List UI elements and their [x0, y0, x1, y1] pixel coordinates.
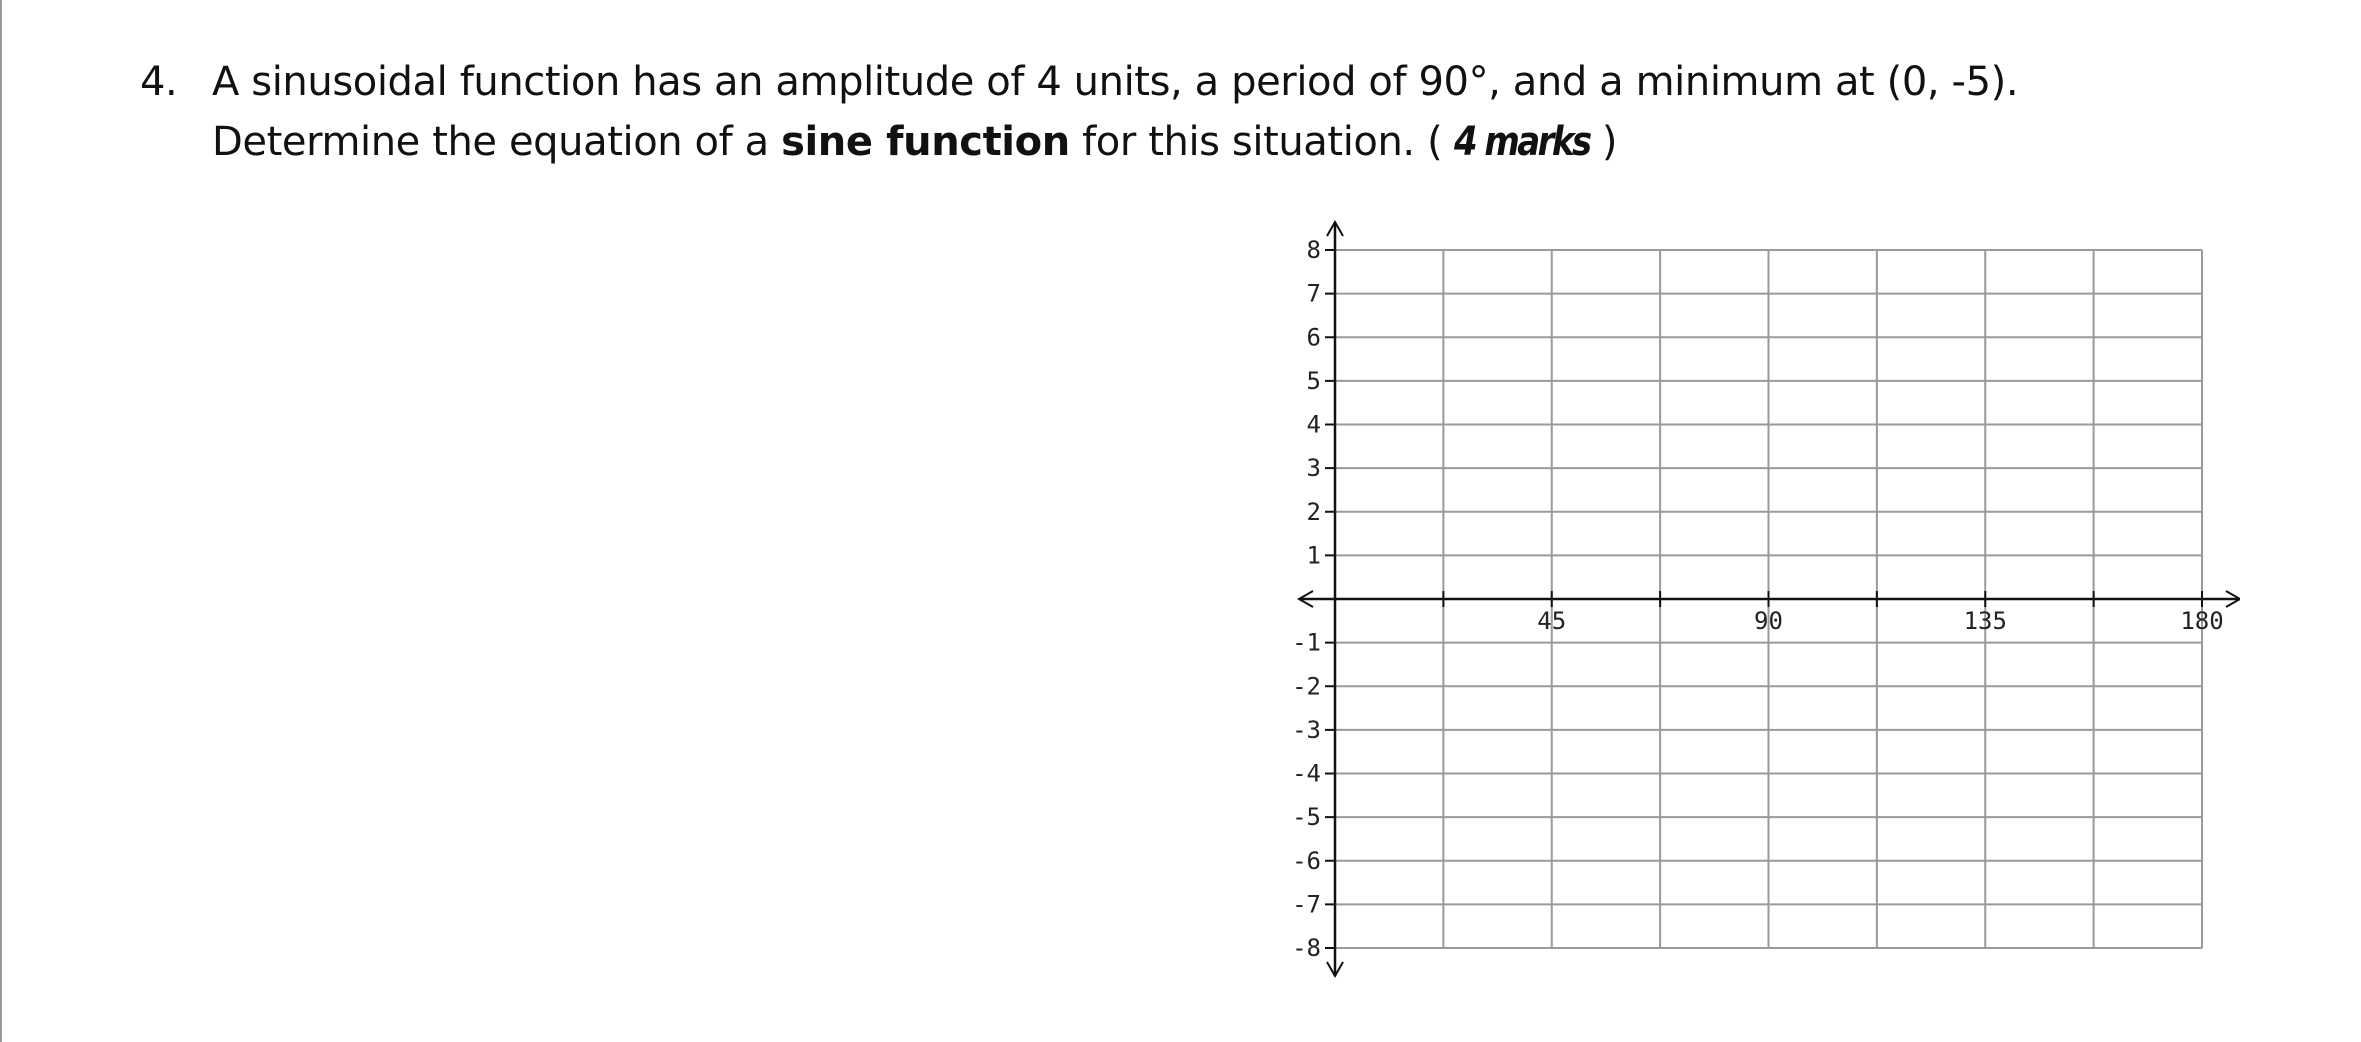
- y-tick-label: 5: [1306, 366, 1321, 395]
- y-tick-label: 3: [1306, 454, 1321, 483]
- y-tick-label: -3: [1292, 715, 1321, 744]
- marks-scribble: 4 marks: [1454, 119, 1590, 165]
- page-border: [0, 0, 2, 1042]
- sine-function-bold: sine function: [781, 119, 1070, 165]
- x-tick-label: 180: [2180, 607, 2224, 635]
- y-tick-label: 2: [1306, 497, 1321, 526]
- y-tick-label: 8: [1306, 236, 1321, 264]
- question-text-before: Determine the equation of a: [212, 119, 782, 165]
- question-line-1: [140, 52, 2018, 112]
- question-text-after: for this situation. (: [1069, 119, 1443, 165]
- question-text-end: ): [1601, 119, 1618, 165]
- y-tick-label: -2: [1292, 672, 1321, 701]
- grid-svg: [1280, 215, 2240, 990]
- y-tick-label: 1: [1306, 541, 1321, 570]
- question-line-2: [140, 112, 2018, 172]
- y-tick-label: -6: [1292, 846, 1321, 875]
- x-tick-label: 45: [1537, 607, 1567, 635]
- y-tick-label: -8: [1292, 934, 1321, 962]
- y-tick-label: -7: [1292, 890, 1321, 919]
- x-tick-label: 135: [1963, 607, 2007, 635]
- question-4: [140, 52, 2018, 172]
- answer-grid: [1280, 215, 2240, 990]
- question-number: 4.: [140, 59, 178, 105]
- x-tick-label: 90: [1754, 607, 1783, 635]
- y-tick-label: -4: [1292, 759, 1321, 788]
- y-tick-label: -5: [1292, 803, 1321, 832]
- y-tick-label: 4: [1306, 410, 1321, 439]
- question-text-line-1: A sinusoidal function has an amplitude of 4 units, a period of 90°, and a minimum at (0, -5).: [212, 59, 2019, 105]
- y-tick-label: 7: [1306, 279, 1321, 308]
- y-tick-label: -1: [1292, 628, 1321, 657]
- y-tick-label: 6: [1306, 323, 1321, 352]
